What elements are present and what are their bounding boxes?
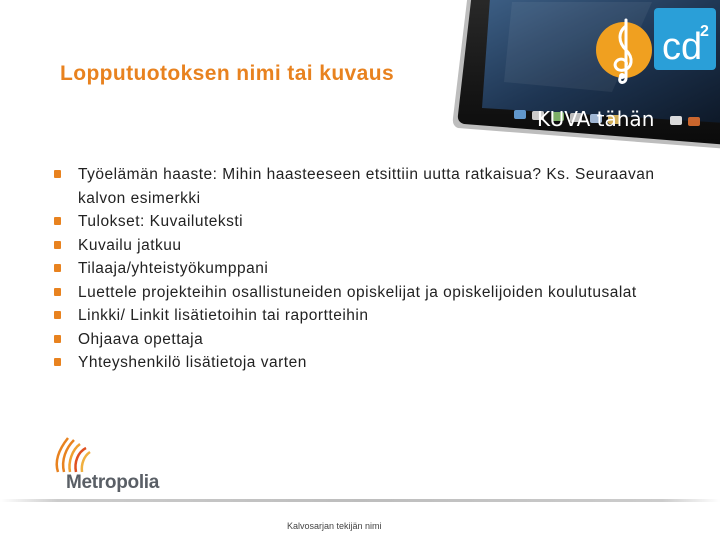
bullet-text: Linkki/ Linkit lisätietoihin tai raportteihin [78,307,369,324]
bullet-square-icon [54,288,61,296]
bullet-item [54,234,674,258]
bullet-square-icon [54,311,61,319]
bullet-square-icon [54,170,61,178]
bullet-square-icon [54,358,61,366]
metropolia-logo [50,432,170,498]
bullet-item [54,304,674,328]
bullet-text: Työelämän haaste: Mihin haasteeseen etsittiin uutta ratkaisua? Ks. Seuraavan kalvon esimerkki [78,166,655,207]
bullet-text: Yhteyshenkilö lisätietoja varten [78,354,307,371]
cd2-logo [596,6,720,98]
bullet-text: Kuvailu jatkuu [78,236,182,254]
bullet-item [54,351,674,375]
bullet-square-icon [54,264,61,272]
metropolia-flame-icon [50,432,170,476]
footer-author: Kalvosarjan tekijän nimi [287,521,382,531]
bullet-text: Ohjaava opettaja [78,330,204,348]
bullet-item [54,210,674,234]
metropolia-wordmark: Metropolia [66,472,160,493]
bullet-text: Luettele projekteihin osallistuneiden opiskelijat ja opiskelijoiden koulutusalat [78,283,637,301]
bullet-item [54,257,674,281]
bullet-square-icon [54,217,61,225]
bullet-item [54,163,674,210]
cd2-text: cd [662,26,703,68]
bullet-square-icon [54,335,61,343]
footer-divider [0,499,720,502]
bullet-item [54,281,674,305]
bullet-list [54,163,674,375]
image-placeholder-label: KUVA tähän [537,107,655,131]
slide-title: Lopputuotoksen nimi tai kuvaus [60,62,395,85]
cd2-superscript: 2 [700,23,709,40]
bullet-text: Tulokset: Kuvailuteksti [78,213,244,230]
bullet-square-icon [54,241,61,249]
bullet-item [54,328,674,352]
bullet-text: Tilaaja/yhteistyökumppani [78,260,269,277]
